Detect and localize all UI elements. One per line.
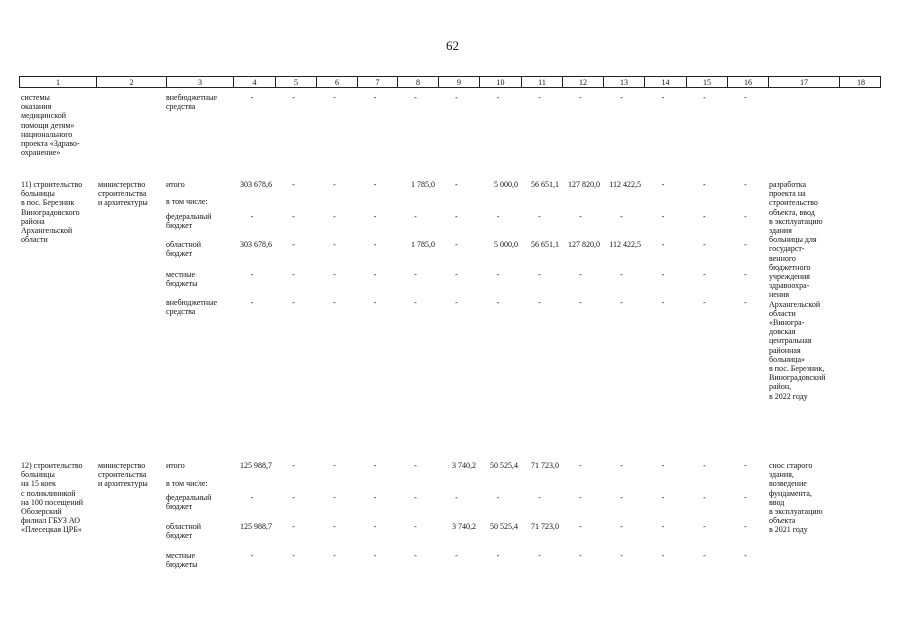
item11-row-4-col-16: - xyxy=(744,270,747,279)
header-col-16: 16 xyxy=(727,77,768,88)
item12-row-4-col-10: - xyxy=(496,551,500,560)
item12-row-4-col-14: - xyxy=(661,551,665,560)
item11-row-4-col-10: - xyxy=(496,270,500,279)
item11-row-3-col-16: - xyxy=(744,240,747,249)
item12-row-4-col-5: - xyxy=(292,551,295,560)
item12-row-4-col-4: - xyxy=(250,551,254,560)
item11-row-2-col-13: - xyxy=(620,212,623,221)
item11-row-2-col-12: - xyxy=(579,212,582,221)
header-col-14: 14 xyxy=(644,77,686,88)
item12-row-3-col-11: 71 723,0 xyxy=(531,522,559,531)
item11-row-0-col-7: - xyxy=(373,180,377,189)
item11-row-4-col-5: - xyxy=(292,270,295,279)
block0-row-col-12: - xyxy=(579,93,582,102)
item12-row-3-col-8: - xyxy=(414,522,417,531)
item12-row-3-col-12: - xyxy=(579,522,582,531)
item12-row-label: областной бюджет xyxy=(166,522,202,541)
item12-row-2-col-10: - xyxy=(496,493,500,502)
item12-row-0-col-4: 125 988,7 xyxy=(240,461,272,470)
item11-row-3-col-5: - xyxy=(292,240,295,249)
item12-row-2-col-14: - xyxy=(661,493,665,502)
item11-row-2-col-15: - xyxy=(703,212,706,221)
item11-row-2-col-5: - xyxy=(292,212,295,221)
item11-row-4-col-15: - xyxy=(703,270,706,279)
item11-row-label: итого xyxy=(166,180,185,189)
item12-row-3-col-14: - xyxy=(661,522,665,531)
item12-row-0-col-8: - xyxy=(414,461,417,470)
block0-row-label: внебюджетные средства xyxy=(166,93,217,112)
item12-row-2-col-9: - xyxy=(455,493,458,502)
item12-row-0-col-14: - xyxy=(661,461,665,470)
item11-row-label: областной бюджет xyxy=(166,240,202,259)
block0-description: системы оказания медицинской помощи детям» национального проекта «Здраво- охранение» xyxy=(21,93,80,158)
item12-row-0-col-6: - xyxy=(333,461,336,470)
item12-row-2-col-5: - xyxy=(292,493,295,502)
item11-row-3-col-9: - xyxy=(455,240,458,249)
item11-row-4-col-4: - xyxy=(250,270,254,279)
item11-row-5-col-14: - xyxy=(661,298,665,307)
item11-row-3-col-10: 5 000,0 xyxy=(494,240,518,249)
item12-row-2-col-6: - xyxy=(333,493,336,502)
header-col-1: 1 xyxy=(56,78,60,87)
item11-row-5-col-5: - xyxy=(292,298,295,307)
item11-row-0-col-15: - xyxy=(703,180,706,189)
item12-row-0-col-10: 50 525,4 xyxy=(490,461,518,470)
item11-row-0-col-14: - xyxy=(661,180,665,189)
item11-row-3-col-8: 1 785,0 xyxy=(411,240,435,249)
item11-row-5-col-9: - xyxy=(455,298,458,307)
item11-row-0-col-8: 1 785,0 xyxy=(411,180,435,189)
item12-row-0-col-9: 3 740,2 xyxy=(452,461,476,470)
item12-row-0-col-7: - xyxy=(373,461,377,470)
item11-row-5-col-8: - xyxy=(414,298,417,307)
header-col-5: 5 xyxy=(275,77,316,88)
item11-row-0-col-5: - xyxy=(292,180,295,189)
item11-row-5-col-6: - xyxy=(333,298,336,307)
item11-row-0-col-6: - xyxy=(333,180,336,189)
item11-row-0-col-13: 112 422,5 xyxy=(609,180,641,189)
block0-row-col-14: - xyxy=(661,93,665,102)
item11-row-5-col-4: - xyxy=(250,298,254,307)
item12-row-3-col-9: 3 740,2 xyxy=(452,522,476,531)
item12-row-3-col-7: - xyxy=(373,522,377,531)
block0-row-col-13: - xyxy=(620,93,623,102)
item12-row-4-col-6: - xyxy=(333,551,336,560)
item12-row-4-col-16: - xyxy=(744,551,747,560)
item11-row-2-col-16: - xyxy=(744,212,747,221)
item12-row-3-col-15: - xyxy=(703,522,706,531)
page-number: 62 xyxy=(446,38,459,53)
block0-row-col-15: - xyxy=(703,93,706,102)
item12-row-label: в том числе: xyxy=(166,479,208,488)
item12-row-4-col-11: - xyxy=(538,551,541,560)
item12-row-2-col-7: - xyxy=(373,493,377,502)
item11-row-2-col-7: - xyxy=(373,212,377,221)
item12-row-2-col-13: - xyxy=(620,493,623,502)
item11-row-2-col-4: - xyxy=(250,212,254,221)
header-col-7: 7 xyxy=(357,77,397,88)
item12-row-0-col-12: - xyxy=(579,461,582,470)
block0-row-col-11: - xyxy=(538,93,541,102)
item11-row-4-col-9: - xyxy=(455,270,458,279)
header-col-4: 4 xyxy=(233,77,275,88)
item12-row-2-col-4: - xyxy=(250,493,254,502)
header-col-6: 6 xyxy=(316,77,357,88)
item12-row-2-col-11: - xyxy=(538,493,541,502)
item12-row-0-col-15: - xyxy=(703,461,706,470)
item12-row-4-col-15: - xyxy=(703,551,706,560)
item11-row-0-col-12: 127 820,0 xyxy=(568,180,600,189)
item11-row-5-col-15: - xyxy=(703,298,706,307)
item11-description: 11) строительство больницы в пос. Березник Виноградовского района Архангельской области xyxy=(21,180,83,245)
item11-row-2-col-8: - xyxy=(414,212,417,221)
item12-row-3-col-6: - xyxy=(333,522,336,531)
item11-row-0-col-9: - xyxy=(455,180,458,189)
item11-row-label: внебюджетные средства xyxy=(166,298,217,317)
header-col-18: 18 xyxy=(839,77,882,88)
item11-row-0-col-11: 56 651,1 xyxy=(531,180,559,189)
item12-row-3-col-16: - xyxy=(744,522,747,531)
item11-row-4-col-8: - xyxy=(414,270,417,279)
item11-row-4-col-6: - xyxy=(333,270,336,279)
table-header-row xyxy=(19,76,881,88)
block0-row-col-5: - xyxy=(292,93,295,102)
header-col-10: 10 xyxy=(479,77,521,88)
item12-row-2-col-15: - xyxy=(703,493,706,502)
block0-row-col-4: - xyxy=(250,93,254,102)
item11-row-3-col-15: - xyxy=(703,240,706,249)
item12-row-3-col-13: - xyxy=(620,522,623,531)
item11-row-3-col-14: - xyxy=(661,240,665,249)
block0-row-col-16: - xyxy=(744,93,747,102)
item11-row-5-col-11: - xyxy=(538,298,541,307)
item11-executor: министерство строительства и архитектуры xyxy=(98,180,148,208)
header-col-3: 3 xyxy=(166,77,233,88)
item11-row-5-col-16: - xyxy=(744,298,747,307)
item11-row-3-col-4: 303 678,6 xyxy=(240,240,272,249)
item12-result: снос старого здания, возведение фундамента, ввод в эксплуатацию объекта в 2021 году xyxy=(769,461,823,535)
header-col-12: 12 xyxy=(562,77,603,88)
item12-row-3-col-4: 125 988,7 xyxy=(240,522,272,531)
item11-row-3-col-6: - xyxy=(333,240,336,249)
item11-result: разработка проекта на строительство объекта, ввод в эксплуатацию здания больницы для государст- венного бюджетного учреждения здравоохра- нения Архангельской области «Виногра- довская центральная районная больница» в пос. Березник, Виноградовский район, в 2022 году xyxy=(769,180,826,401)
item12-row-0-col-16: - xyxy=(744,461,747,470)
item12-row-2-col-16: - xyxy=(744,493,747,502)
item12-row-3-col-10: 50 525,4 xyxy=(490,522,518,531)
item11-row-label: местные бюджеты xyxy=(166,270,198,289)
item11-row-2-col-6: - xyxy=(333,212,336,221)
item11-row-5-col-12: - xyxy=(579,298,582,307)
item11-row-0-col-16: - xyxy=(744,180,747,189)
header-col-2: 2 xyxy=(96,77,166,88)
item12-row-4-col-7: - xyxy=(373,551,377,560)
item11-row-4-col-12: - xyxy=(579,270,582,279)
header-col-13: 13 xyxy=(603,77,644,88)
block0-row-col-7: - xyxy=(373,93,377,102)
item11-row-5-col-10: - xyxy=(496,298,500,307)
item11-row-2-col-9: - xyxy=(455,212,458,221)
block0-row-col-8: - xyxy=(414,93,417,102)
item11-row-2-col-11: - xyxy=(538,212,541,221)
item12-executor: министерство строительства и архитектуры xyxy=(98,461,148,489)
block0-row-col-9: - xyxy=(455,93,458,102)
item11-row-3-col-13: 112 422,5 xyxy=(609,240,641,249)
item11-row-4-col-13: - xyxy=(620,270,623,279)
item11-row-4-col-14: - xyxy=(661,270,665,279)
block0-row-col-6: - xyxy=(333,93,336,102)
header-col-9: 9 xyxy=(438,77,479,88)
block0-row-col-10: - xyxy=(496,93,500,102)
header-col-8: 8 xyxy=(397,77,438,88)
header-col-17: 17 xyxy=(768,77,839,88)
item12-row-label: федеральный бюджет xyxy=(166,493,212,512)
item12-description: 12) строительство больницы на 15 коек с поликлиникой на 100 посещений Обозерский филиал ГБУЗ АО «Плесецкая ЦРБ» xyxy=(21,461,84,535)
item12-row-3-col-5: - xyxy=(292,522,295,531)
item12-row-4-col-8: - xyxy=(414,551,417,560)
item11-row-5-col-13: - xyxy=(620,298,623,307)
item11-row-4-col-7: - xyxy=(373,270,377,279)
item11-row-0-col-10: 5 000,0 xyxy=(494,180,518,189)
header-col-15: 15 xyxy=(686,77,727,88)
item12-row-4-col-9: - xyxy=(455,551,458,560)
item12-row-0-col-5: - xyxy=(292,461,295,470)
item12-row-4-col-12: - xyxy=(579,551,582,560)
item11-row-2-col-10: - xyxy=(496,212,500,221)
item11-row-5-col-7: - xyxy=(373,298,377,307)
item12-row-0-col-11: 71 723,0 xyxy=(531,461,559,470)
item12-row-2-col-12: - xyxy=(579,493,582,502)
item12-row-label: итого xyxy=(166,461,185,470)
item11-row-label: в том числе: xyxy=(166,197,208,206)
item11-row-3-col-7: - xyxy=(373,240,377,249)
item11-row-3-col-11: 56 651,1 xyxy=(531,240,559,249)
item11-row-2-col-14: - xyxy=(661,212,665,221)
item11-row-3-col-12: 127 820,0 xyxy=(568,240,600,249)
item12-row-label: местные бюджеты xyxy=(166,551,198,570)
item12-row-4-col-13: - xyxy=(620,551,623,560)
item12-row-0-col-13: - xyxy=(620,461,623,470)
item12-row-2-col-8: - xyxy=(414,493,417,502)
item11-row-0-col-4: 303 678,6 xyxy=(240,180,272,189)
item11-row-4-col-11: - xyxy=(538,270,541,279)
item11-row-label: федеральный бюджет xyxy=(166,212,212,231)
header-col-11: 11 xyxy=(521,77,562,88)
